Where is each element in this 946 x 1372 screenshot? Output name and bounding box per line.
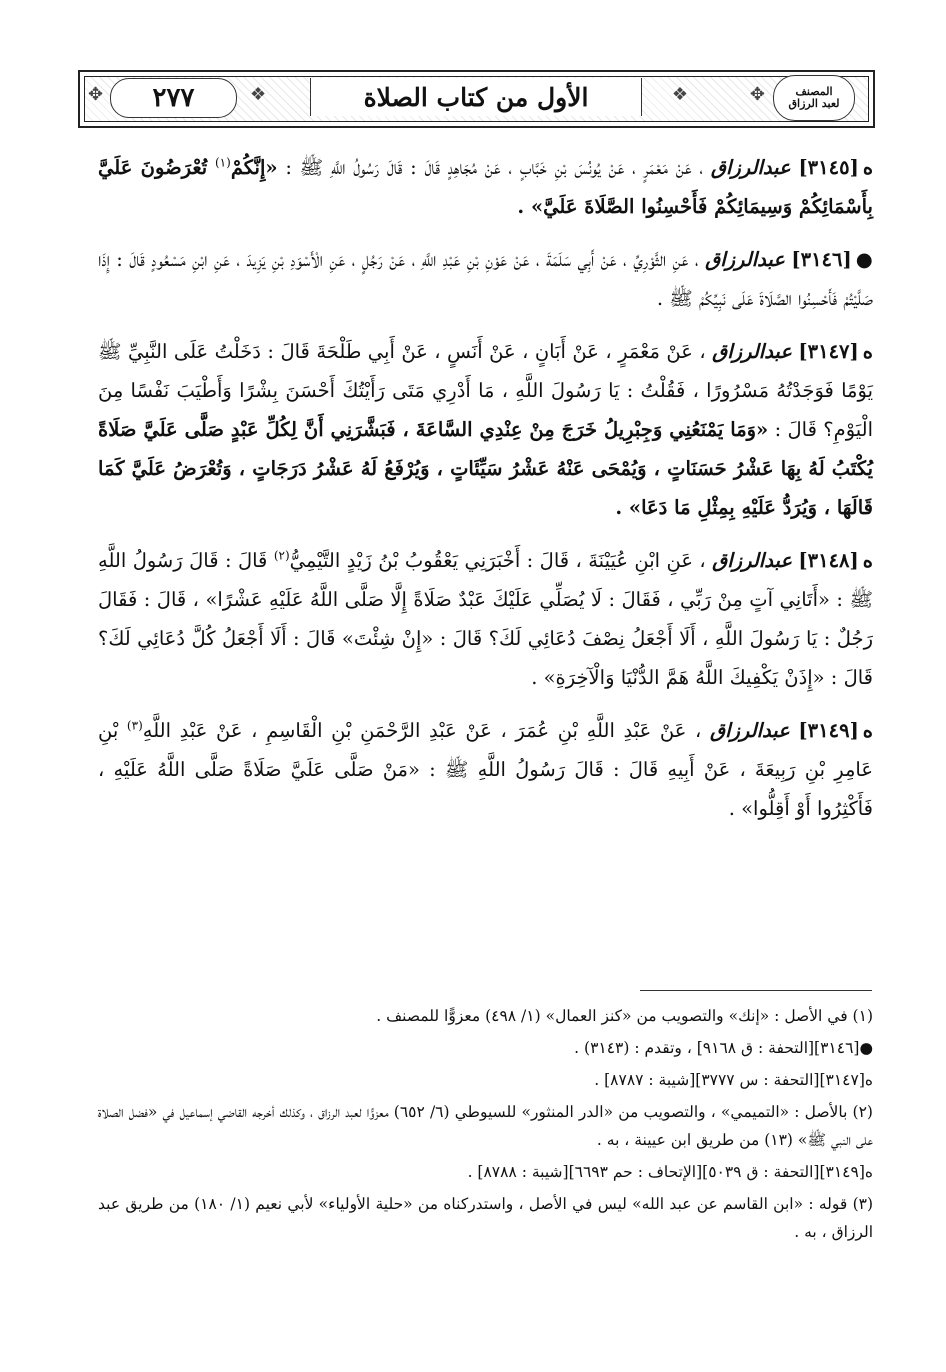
entry-number: [٣١٤٦]: [791, 248, 852, 271]
entry-text: ، عَنْ مَعْمَرٍ ، عَنْ أَبَانٍ ، عَنْ أَنَسٍ ، عَنْ أَبِي طَلْحَةَ قَالَ : دَخَلْتُ عَلَى النَّبِيِّ ﷺ يَوْمًا فَوَجَدْتُهُ مَسْرُورًا ، فَقُلْتُ : يَا رَسُولَ اللَّهِ ، مَا أَدْرِي مَتَى رَأَيْتُكَ أَحْسَنَ بِشْرًا وَأَطْيَبَ نَفْسًا مِنَ الْيَوْمِ؟ قَالَ :: [98, 340, 874, 441]
entry-source: عبدالرزاق: [710, 156, 791, 179]
entry-marker: ●: [855, 248, 874, 271]
entry-marker: ه: [862, 156, 874, 179]
entry-marker: ه: [862, 719, 874, 742]
footnote: ه[٣١٤٧][التحفة : س ٣٧٧٧][شيبة : ٨٧٨٧] .: [594, 1071, 873, 1089]
footnote-ref: (٢): [273, 548, 290, 563]
entry-text: بْنِ عَامِرِ بْنِ رَبِيعَةَ ، عَنْ أَبِيهِ قَالَ : قَالَ رَسُولُ اللَّهِ ﷺ : «مَنْ صَلَّى عَلَيَّ صَلَاةً صَلَّى اللَّهُ عَلَيْهِ ، فَأَكْثِرُوا أَوْ أَقِلُّوا» .: [98, 719, 873, 820]
hadith-text: تُعْرَضُونَ عَلَيَّ بِأَسْمَائِكُمْ وَسِيمَائِكُمْ فَأَحْسِنُوا الصَّلَاةَ عَلَيَّ» .: [98, 156, 873, 218]
page-header: [78, 70, 875, 128]
footnote-ref: (١): [214, 155, 231, 170]
entry-text: ، عَنِ الثَّوْرِيِّ ، عَنْ أَبِي سَلَمَةَ ، عَنْ عَوْنِ بْنِ عَبْدِ اللَّهِ ، عَنْ رَجُلٍ ، عَنِ الْأَسْوَدِ بْنِ يَزِيدَ ، عَنِ ابْنِ مَسْعُودٍ قَالَ : إِذَا صَلَّيْتُمْ فَأَحْسِنُوا الصَّلَاةَ عَلَى نَبِيِّكُمْ ﷺ .: [98, 248, 873, 310]
hadith-text: «وَمَا يَمْنَعُنِي وَجِبْرِيلُ خَرَجَ مِنْ عِنْدِي السَّاعَةَ ، فَبَشَّرَنِي أَنَّ لِكُلِّ عَبْدٍ صَلَّى عَلَيَّ صَلَاةً يُكْتَبُ لَهُ بِهَا عَشْرُ حَسَنَاتٍ ، وَيُمْحَى عَنْهُ عَشْرُ سَيِّئَاتٍ ، وَيُرْفَعُ لَهُ عَشْرُ دَرَجَاتٍ ، وَتُعْرَضُ عَلَيَّ كَمَا قَالَهَا ، وَيُرَدُّ عَلَيْهِ بِمِثْلِ مَا دَعَا» .: [98, 418, 873, 519]
main-text: [98, 148, 873, 842]
footnotes: [98, 1002, 873, 1250]
logo-line2: لعبد الرزاق: [788, 97, 840, 110]
footnote-ref: (٣): [126, 718, 143, 733]
footnote: ه[٣١٤٩][التحفة : ق ٥٠٣٩][الإتحاف : حم ٦٦٩٣][شيبة : ٨٧٨٨] .: [467, 1163, 873, 1181]
chapter-title: الأول من كتاب الصلاة: [363, 82, 589, 112]
ornament-icon: ✥: [88, 84, 104, 105]
entry-number: [٣١٤٨]: [798, 549, 859, 572]
hadith-entry: [98, 541, 873, 697]
footnote: (٢) بالأصل : «التميمي» ، والتصويب من «الدر المنثور» للسيوطي (٦/ ٦٥٢) معزوًّا لعبد الرزاق ، وكذلك أخرجه القاضي إسماعيل في «فضل الصلاة على النبي ﷺ» (١٣) من طريق ابن عيينة ، به .: [98, 1103, 873, 1149]
entry-text: ، عَنِ ابْنِ عُيَيْنَةَ ، قَالَ : أَخْبَرَنِي يَعْقُوبُ بْنُ زَيْدٍ التَّيْمِيُّ: [289, 549, 706, 572]
ornament-icon: ✥: [749, 84, 765, 105]
entry-text: ، عَنْ مَعْمَرٍ ، عَنْ يُونُسَ بْنِ خَبَّابٍ ، عَنْ مُجَاهِدٍ قَالَ : قَالَ رَسُولُ اللَّهِ ﷺ :: [285, 156, 704, 179]
entry-number: [٣١٤٧]: [798, 340, 859, 363]
entry-marker: ه: [862, 549, 873, 572]
ornament-icon: ❖: [671, 84, 688, 105]
hadith-entry: [98, 332, 873, 527]
footnote-divider: [640, 990, 872, 991]
page-number: ٢٧٧: [152, 83, 195, 113]
entry-source: عبدالرزاق: [712, 549, 792, 572]
footnote: (٣) قوله : «ابن القاسم عن عبد الله» ليس في الأصل ، واستدركناه من «حلية الأولياء» لأبي نعيم (١/ ١٨٠) من طريق عبد الرزاق ، به .: [98, 1195, 874, 1241]
page-number-box: [110, 78, 237, 118]
logo-line1: المصنف: [795, 85, 833, 99]
entry-marker: ه: [862, 340, 873, 363]
entry-source: عبدالرزاق: [705, 248, 785, 271]
entry-text: قَالَ : قَالَ رَسُولُ اللَّهِ ﷺ : «أَتَانِي آتٍ مِنْ رَبِّي ، فَقَالَ : لَا يُصَلِّي عَلَيْكَ عَبْدٌ صَلَاةً إِلَّا صَلَّى اللَّهُ عَلَيْهِ عَشْرًا» ، قَالَ : فَقَالَ رَجُلٌ : يَا رَسُولَ اللَّهِ ، أَلَا أَجْعَلُ نِصْفَ دُعَائِي لَكَ؟ قَالَ : «إِنْ شِئْتَ» قَالَ : أَلَا أَجْعَلُ كُلَّ دُعَائِي لَكَ؟ قَالَ : «إِذَنْ يَكْفِيكَ اللَّهُ هَمَّ الدُّنْيَا وَالْآخِرَةِ» .: [98, 549, 873, 689]
entry-source: عبدالرزاق: [712, 340, 792, 363]
ornament-icon: ❖: [250, 84, 267, 105]
chapter-title-box: [310, 78, 642, 116]
entry-number: [٣١٤٥]: [798, 156, 859, 179]
hadith-entry: [98, 711, 873, 828]
entry-number: [٣١٤٩]: [798, 719, 859, 742]
hadith-entry: [98, 240, 873, 318]
entry-source: عبدالرزاق: [709, 719, 790, 742]
entry-text: ، عَنْ عَبْدِ اللَّهِ بْنِ عُمَرَ ، عَنْ عَبْدِ الرَّحْمَنِ بْنِ الْقَاسِمِ ، عَنْ عَبْدِ اللَّهِ: [142, 719, 702, 742]
footnote: ●[٣١٤٦][التحفة : ق ٩١٦٨] ، وتقدم : (٣١٤٣) .: [574, 1039, 873, 1057]
hadith-entry: [98, 148, 873, 226]
hadith-text: «إِنَّكُمْ: [230, 156, 278, 179]
footnote: (١) في الأصل : «إنك» والتصويب من «كنز العمال» (١/ ٤٩٨) معزوًّا للمصنف .: [376, 1007, 873, 1025]
book-logo: [773, 75, 855, 121]
